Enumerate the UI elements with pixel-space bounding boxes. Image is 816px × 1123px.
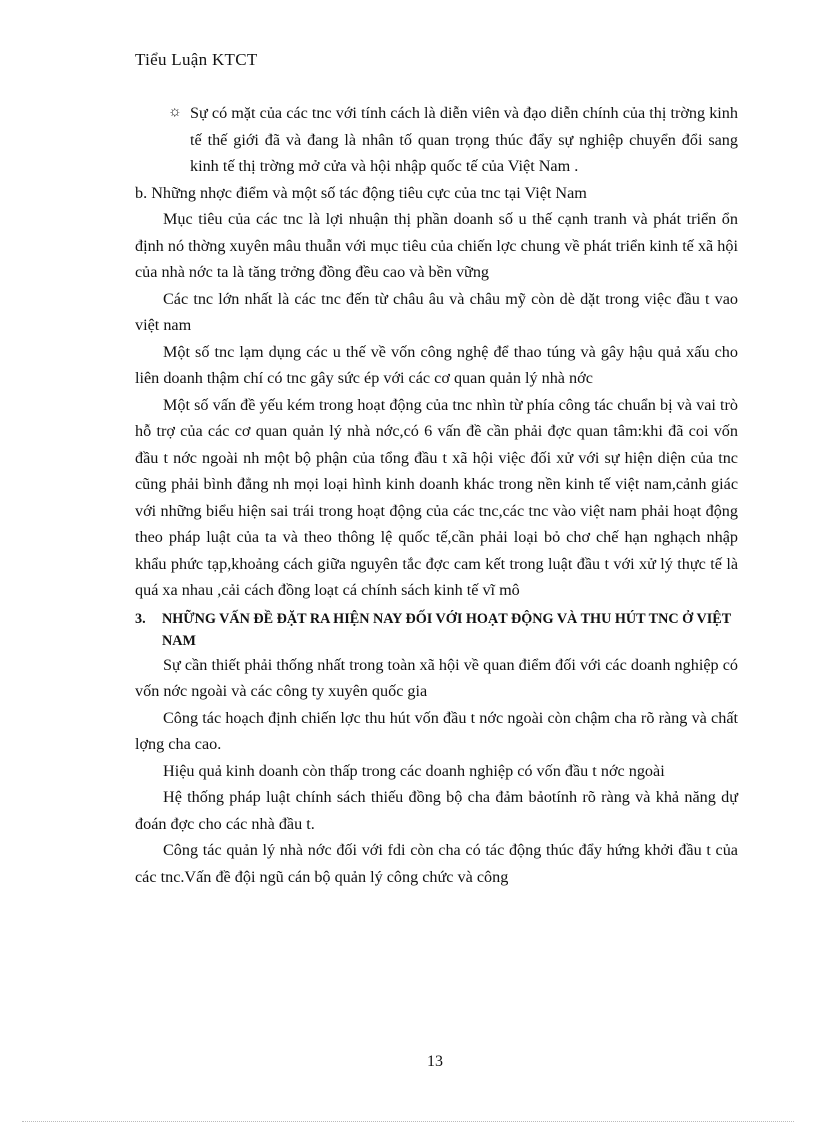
document-body (135, 100, 738, 890)
subheading-b: b. Những nhợc điểm và một số tác động tiêu cực của tnc tại Việt Nam (135, 183, 587, 202)
bullet-text: Sự có mặt của các tnc với tính cách là diễn viên và đạo diễn chính của thị trờng kinh tế thế giới đã và đang là nhân tố quan trọng thúc đẩy sự nghiệp chuyển đổi sang kinh tế thị trờng mở cửa và hội nhập quốc tế của Việt Nam . (190, 104, 738, 175)
paragraph: Một số vấn đề yếu kém trong hoạt động của tnc nhìn từ phía công tác chuẩn bị và vai trò hỗ trợ của các cơ quan quản lý nhà nớc,có 6 vấn đề cần phải đợc quan tâm:khi đã coi vốn đầu t nớc ngoài nh một bộ phận của tổng đầu t xã hội việc đối xử với sự hiện diện của tnc cũng phải bình đẳng nh mọi loại hình kinh doanh khác trong nền kinh tế việt nam,cảnh giác với những biểu hiện sai trái trong hoạt động của các tnc,các tnc vào việt nam phải hoạt động theo pháp luật của ta và theo thông lệ quốc tế,cần phải loại bỏ chơ chế hạn nghạch nhập khẩu phức tạp,khoảng cách giữa nguyên tắc đợc cam kết trong luật đầu t với xử lý thực tế là quá xa nhau ,cải cách đồng loạt cá chính sách kinh tế vĩ mô (135, 395, 738, 599)
section-heading-3 (135, 608, 738, 652)
page-bottom-divider (22, 1121, 794, 1122)
sun-bullet-icon: ☼ (168, 104, 182, 120)
paragraph: Công tác quản lý nhà nớc đối với fdi còn cha có tác động thúc đẩy hứng khởi đầu t của các tnc.Vấn đề đội ngũ cán bộ quản lý công chức và công (135, 841, 738, 886)
paragraph: Hệ thống pháp luật chính sách thiếu đồng bộ cha đảm bảotính rõ ràng và khả năng dự đoán đợc cho các nhà đầu t. (135, 788, 738, 833)
bullet-paragraph (135, 100, 738, 180)
paragraph: Các tnc lớn nhất là các tnc đến từ châu âu và châu mỹ còn dè dặt trong việc đầu t vao việt nam (135, 289, 738, 334)
paragraph: Sự cần thiết phải thống nhất trong toàn xã hội về quan điểm đối với các doanh nghiệp có vốn nớc ngoài và các công ty xuyên quốc gia (135, 655, 738, 700)
paragraph: Một số tnc lạm dụng các u thế về vốn công nghệ để thao túng và gây hậu quả xấu cho liên doanh thậm chí có tnc gây sức ép với các cơ quan quản lý nhà nớc (135, 342, 738, 387)
paragraph: Hiệu quả kinh doanh còn thấp trong các doanh nghiệp có vốn đầu t nớc ngoài (163, 761, 665, 780)
paragraph: Mục tiêu của các tnc là lợi nhuận thị phần doanh số u thế cạnh tranh và phát triển ổn định nó thờng xuyên mâu thuẫn với mục tiêu của chiến lợc chung về phát triển kinh tế xã hội của nhà nớc ta là tăng trởng đồng đều cao và bền vững (135, 210, 738, 281)
page-header-title: Tiểu Luận KTCT (135, 50, 258, 69)
section-number: 3. (135, 610, 146, 627)
page-number: 13 (427, 1053, 443, 1070)
section-title: NHỮNG VẤN ĐỀ ĐẶT RA HIỆN NAY ĐỐI VỚI HOẠT ĐỘNG VÀ THU HÚT TNC Ở VIỆT NAM (162, 610, 731, 649)
paragraph: Công tác hoạch định chiến lợc thu hút vốn đầu t nớc ngoài còn chậm cha rõ ràng và chất lợng cha cao. (135, 708, 738, 753)
